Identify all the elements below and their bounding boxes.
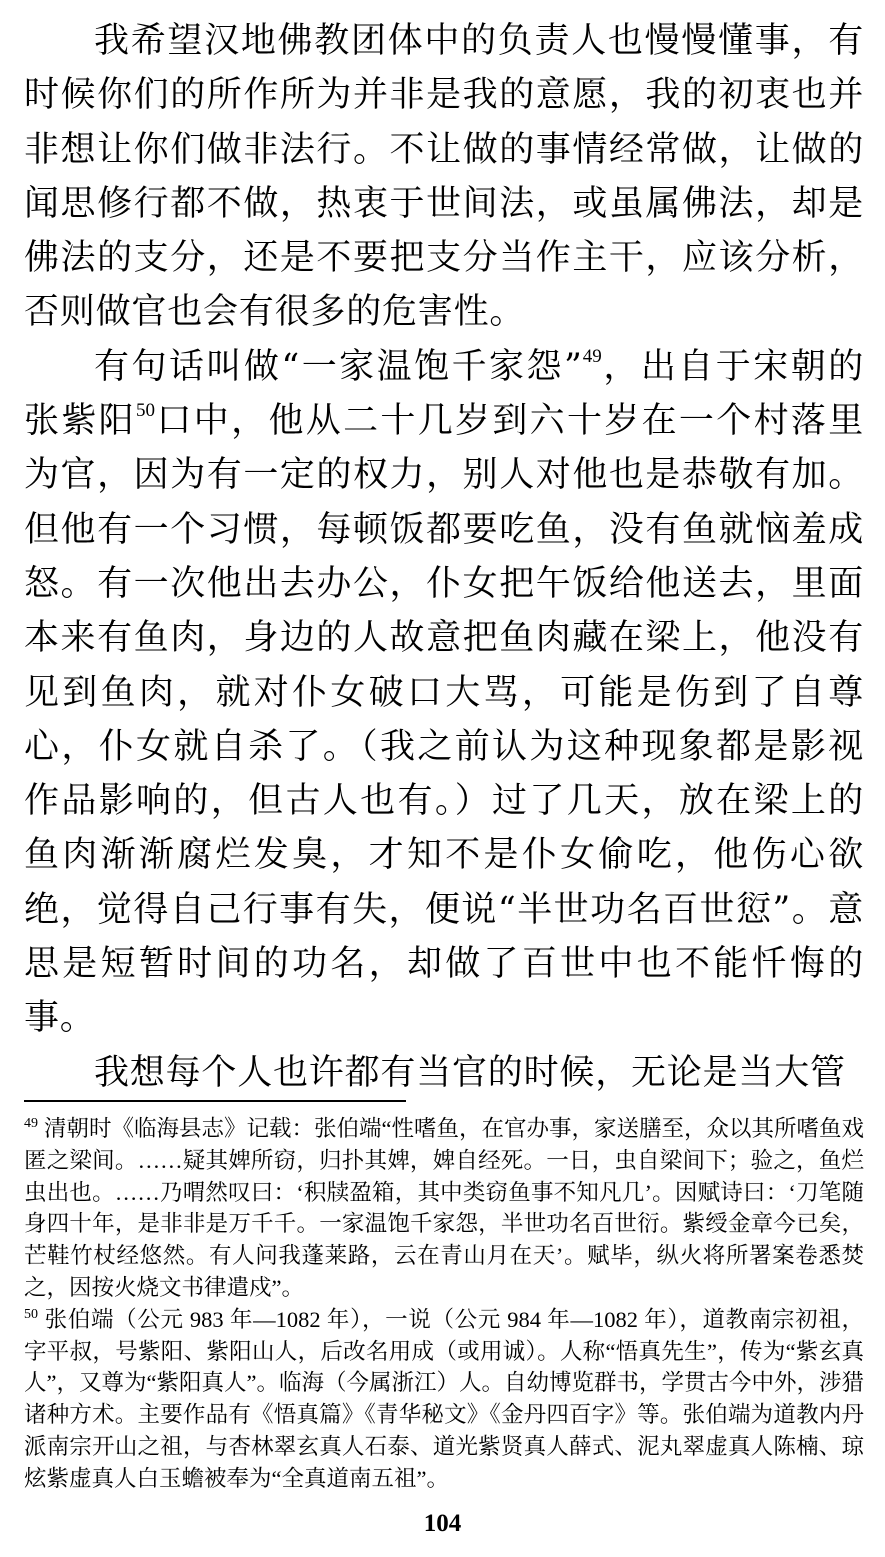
paragraph-2: [24, 340, 864, 1046]
footnote-49: [24, 1113, 864, 1304]
footnote-ref-49[interactable]: 49: [582, 345, 602, 367]
main-text: [24, 14, 864, 1100]
paragraph-2-part-c: 口中，他从二十几岁到六十岁在一个村落里为官，因为有一定的权力，别人对他也是恭敬有加。但他有一个习惯，每顿饭都要吃鱼，没有鱼就恼羞成怒。有一次他出去办公，仆女把午饭给他送去，里面本来有鱼肉，身边的人故意把鱼肉藏在梁上，他没有见到鱼肉，就对仆女破口大骂，可能是伤到了自尊心，仆女就自杀了。（我之前认为这种现象都是影视作品影响的，但古人也有。）过了几天，放在梁上的鱼肉渐渐腐烂发臭，才知不是仆女偷吃，他伤心欲绝，觉得自己行事有失，便说“半世功名百世愆”。意思是短暂时间的功名，却做了百世中也不能忏悔的事。: [24, 401, 865, 1039]
footnote-number: 49: [24, 1116, 38, 1131]
footnote-text: 清朝时《临海县志》记载：张伯端“性嗜鱼，在官办事，家送膳至，众以其所嗜鱼戏匿之梁间。……疑其婢所窃，归扑其婢，婢自经死。一日，虫自梁间下；验之，鱼烂虫出也。……乃喟然叹曰：‘积牍盈箱，其中类窃鱼事不知凡几’。因赋诗曰：‘刀笔随身四十年，是非非是万千千。一家温饱千家怨，半世功名百世衍。紫绶金章今已矣，芒鞋竹杖经悠然。有人问我蓬莱路，云在青山月在天’。赋毕，纵火将所署案卷悉焚之，因按火烧文书律遣戍”。: [24, 1116, 864, 1300]
paragraph-1: 我希望汉地佛教团体中的负责人也慢慢懂事，有时候你们的所作所为并非是我的意愿，我的初衷也并非想让你们做非法行。不让做的事情经常做，让做的闻思修行都不做，热衷于世间法，或虽属佛法，却是佛法的支分，还是不要把支分当作主干，应该分析，否则做官也会有很多的危害性。: [24, 21, 864, 333]
paragraph-2-part-a: 有句话叫做“一家温饱千家怨”: [94, 346, 583, 387]
footnote-50: [24, 1304, 864, 1495]
footnote-number: 50: [24, 1306, 38, 1322]
footnote-text: 张伯端（公元 983 年—1082 年），一说（公元 984 年—1082 年），道教南宗初祖，字平叔，号紫阳、紫阳山人，后改名用成（或用诚）。人称“悟真先生”，传为“紫玄真人”，又尊为“紫阳真人”。临海（今属浙江）人。自幼博览群书，学贯古今中外，涉猎诸种方术。主要作品有《悟真篇》《青华秘文》《金丹四百字》等。张伯端为道教内丹派南宗开山之祖，与杏林翠玄真人石泰、道光紫贤真人薛式、泥丸翠虚真人陈楠、琼炫紫虚真人白玉蟾被奉为“全真道南五祖”。: [24, 1306, 864, 1491]
footnotes: [24, 1113, 864, 1495]
paragraph-2-part-b: ，出自于宋朝的张紫阳: [24, 346, 864, 442]
page-number: 104: [423, 1510, 462, 1537]
paragraph-3: 我想每个人也许都有当官的时候，无论是当大管: [94, 1052, 846, 1093]
footnote-ref-50[interactable]: 50: [135, 400, 155, 422]
footnote-divider: [24, 1100, 406, 1102]
